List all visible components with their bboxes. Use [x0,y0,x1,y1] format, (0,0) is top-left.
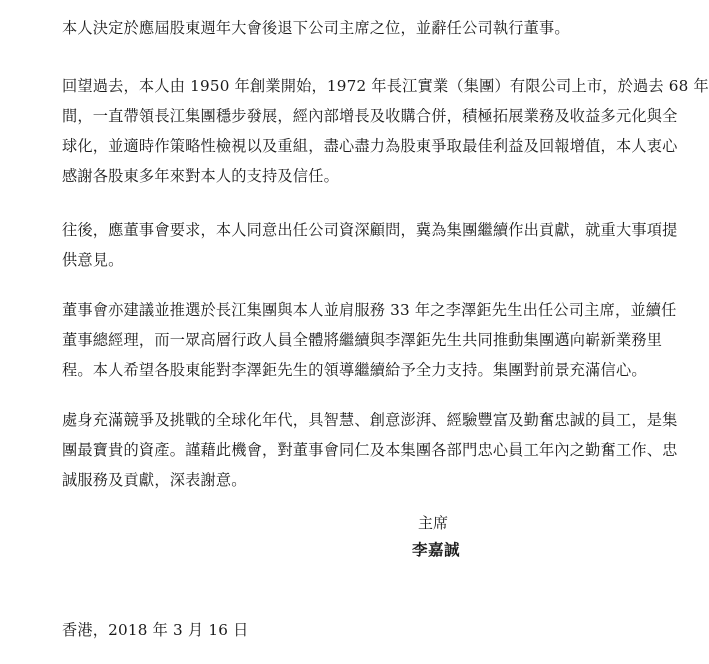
text-line: 團最寶貴的資產。謹藉此機會，對董事會同仁及本集團各部門忠心員工年內之勤奮工作、忠 [62,441,678,459]
text-line: 董事會亦建議並推選於長江集團與本人並肩服務 33 年之李澤鉅先生出任公司主席，並續任 [62,301,677,319]
text-line: 球化，並適時作策略性檢視以及重組，盡心盡力為股東爭取最佳利益及回報增值，本人衷心 [62,137,678,155]
text-line: 間，一直帶領長江集團穩步發展，經內部增長及收購合併，積極拓展業務及收益多元化與全 [62,107,678,125]
text-line: 往後，應董事會要求，本人同意出任公司資深顧問，冀為集團繼續作出貢獻，就重大事項提 [62,221,678,239]
text-line: 感謝各股東多年來對本人的支持及信任。 [62,167,339,185]
text-line: 程。本人希望各股東能對李澤鉅先生的領導繼續給予全力支持。集團對前景充滿信心。 [62,361,647,379]
paragraph-senior-advisor [62,215,678,275]
paragraph-retirement-decision [62,13,620,43]
paragraph-history [62,71,709,191]
paragraph-successor [62,295,677,385]
text-line: 回望過去，本人由 1950 年創業開始，1972 年長江實業（集團）有限公司上市，於過去 68 年 [62,77,709,95]
text-line: 供意見。 [62,251,124,269]
letter-date: 香港，2018 年 3 月 16 日 [62,621,249,639]
text-line: 本人決定於應屆股東週年大會後退下公司主席之位，並辭任公司執行董事。 [62,19,570,37]
paragraph-gratitude [62,405,678,495]
signature-name: 李嘉誠 [412,541,461,559]
text-line: 董事總經理，而一眾高層行政人員全體將繼續與李澤鉅先生共同推動集團邁向嶄新業務里 [62,331,663,349]
signature-title: 主席 [418,514,449,532]
text-line: 處身充滿競爭及挑戰的全球化年代，具智慧、創意澎湃、經驗豐富及勤奮忠誠的員工，是集 [62,411,678,429]
text-line: 誠服務及貢獻，深表謝意。 [62,471,247,489]
